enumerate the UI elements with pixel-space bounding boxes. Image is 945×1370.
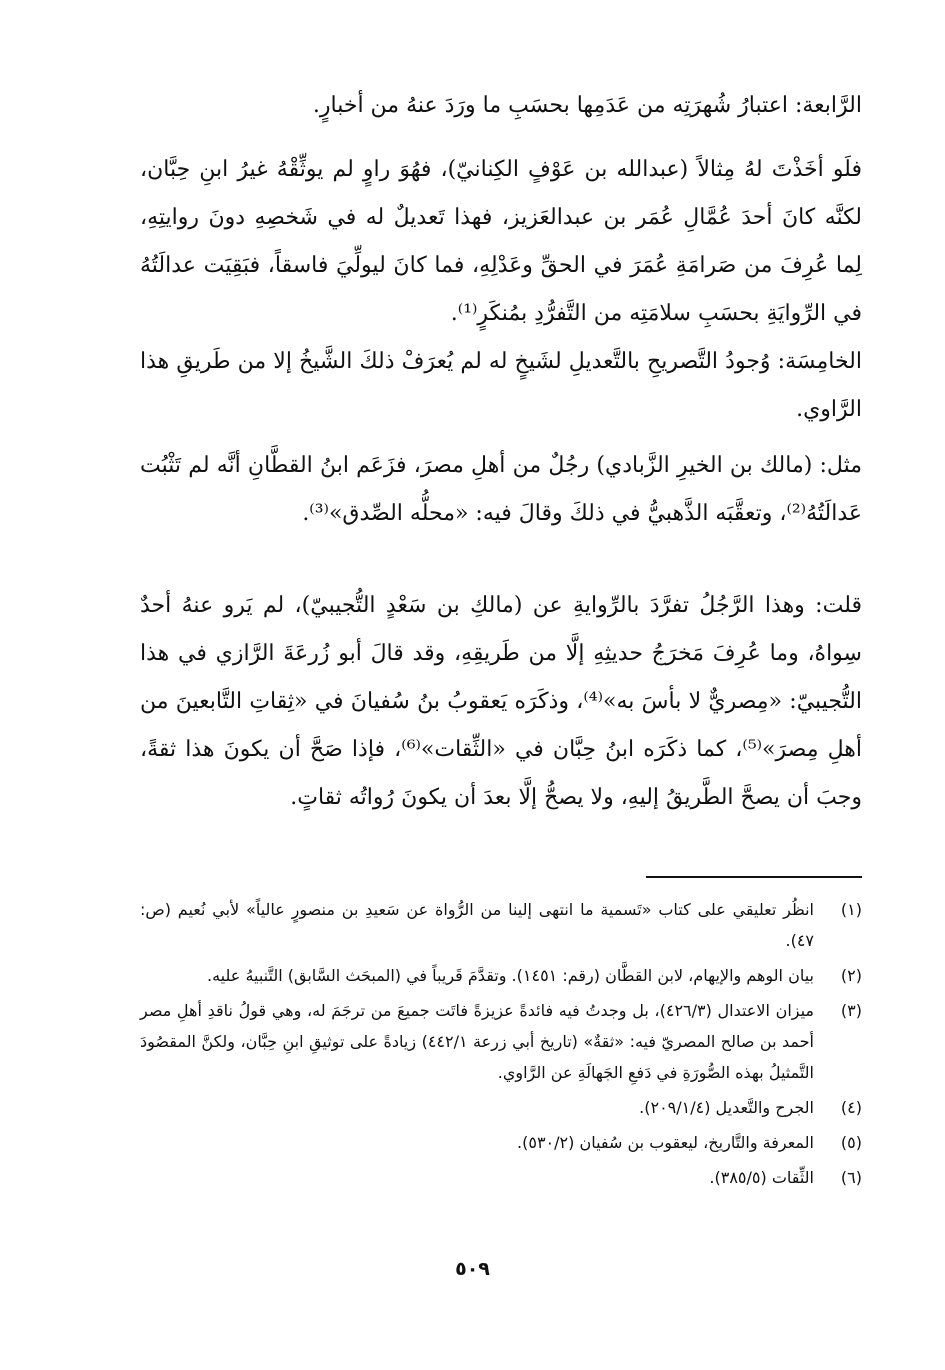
footnote-text: المعرفة والتَّاريخ، ليعقوب بن سُفيان (٥٣٠/٢). — [517, 1133, 814, 1152]
footnotes — [140, 894, 862, 1197]
paragraph-example-malik: مثل: (مالك بن الخيرِ الزَّبادي) رجُلٌ من أهلِ مصرَ، فزَعَم ابنُ القطَّانِ أنَّه لم تَثْبُت عَدالَتُهُ⁽²⁾، وتعقَّبَه الذَّهبيُّ في ذلكَ وقالَ فيه: «محلُّه الصِّدق»⁽³⁾. — [140, 453, 862, 526]
footnote-number: (٦) — [840, 1168, 862, 1187]
footnote-item — [140, 960, 862, 991]
footnote-text: انظُر تعليقي على كتاب «تَسمية ما انتهى إلينا من الرُّواة عن سَعيدِ بن منصورٍ عالياً» لأبي نُعيم (ص: ٤٧). — [140, 900, 814, 950]
page-number: ٥٠٩ — [455, 1258, 490, 1280]
footnote-text: الثِّقات (٣٨٥/٥). — [709, 1168, 814, 1187]
footnote-divider — [646, 876, 862, 878]
footnote-text: الجرح والتَّعديل (٢٠٩/١/٤). — [639, 1098, 814, 1117]
paragraph-comment: قلت: وهذا الرَّجُلُ تفرَّدَ بالرِّوايةِ عن (مالكِ بن سَعْدٍ التُّجيبيّ)، لم يَرو عنهُ أحدٌ سِواهُ، وما عُرِفَ مَخرَجُ حديثِهِ إلَّا من طَريقِهِ، وقد قالَ أبو زُرعَةَ الرَّازي في هذا التُّجيبيّ: «مِصريٌّ لا بأسَ به»⁽⁴⁾، وذكَرَه يَعقوبُ بنُ سُفيانَ في «ثِقاتِ التَّابعينَ من أهلِ مِصرَ»⁽⁵⁾، كما ذكَرَه ابنُ حِبَّان في «الثِّقات»⁽⁶⁾، فإذا صَحَّ أن يكونَ هذا ثقةً، وجبَ أن يصحَّ الطَّريقُ إليهِ، ولا يصحُّ إلَّا بعدَ أن يكونَ رُواتُه ثقاتٍ. — [140, 593, 862, 810]
footnote-number: (٤) — [840, 1098, 862, 1117]
footnote-item — [140, 995, 862, 1088]
footnote-item — [140, 894, 862, 956]
footnote-item — [140, 1127, 862, 1158]
footnote-number: (٥) — [840, 1133, 862, 1152]
footnote-text: ميزان الاعتدال (٤٢٦/٣)، بل وجدتُ فيه فائدةً عزيزةً فاتَت جميعَ من ترجَمَ له، وهي قولُ ناقدِ أهلِ مصر أحمد بن صالح المصريّ فيه: «ثقةٌ» (تاريخ أبي زرعة ٤٤٢/١) زيادةً على توثيقِ ابنِ حِبَّان، ولكنَّ المقصُودَ التَّمثيلُ بهذه الصُّورَةِ في دَفعِ الجَهالَةِ عن الرَّاوي. — [140, 1001, 815, 1082]
footnote-item — [140, 1092, 862, 1123]
paragraph-fifth-criterion: الخامِسَة: وُجودُ التَّصريحِ بالتَّعديلِ لشَيخٍ له لم يُعرَفْ ذلكَ الشَّيخُ إلا من طَريقِ هذا الرَّاوي. — [140, 349, 862, 422]
paragraph-example-abdullah: فلَو أخَذْتَ لهُ مِثالاً (عبدالله بن عَوْفٍ الكِنانيّ)، فهُوَ راوٍ لم يوثِّقْهُ غيرُ ابنِ حِبَّان، لكنَّه كانَ أحدَ عُمَّالِ عُمَر بن عبدالعَزيز، فهذا تَعديلٌ له في شَخصِهِ دونَ روايتِهِ، لِما عُرِفَ من صَرامَةِ عُمَرَ في الحقِّ وعَدْلِهِ، فما كانَ ليولِّيَ فاسقاً، فبَقِيَت عدالَتُهُ في الرِّوايَةِ بحسَبِ سلامَتِه من التَّفرُّدِ بمُنكَرٍ⁽¹⁾. — [140, 157, 862, 326]
paragraph-fourth-criterion: الرَّابعة: اعتبارُ شُهرَتِه من عَدَمِها بحسَبِ ما ورَدَ عنهُ من أخبارٍ. — [312, 93, 862, 118]
footnote-number: (٢) — [840, 966, 862, 985]
footnote-text: بيان الوهم والإيهام، لابن القطَّان (رقم: ١٤٥١). وتقدَّمَ قَريباً في (المبحَث السَّابق) التَّنبيهُ عليه. — [207, 966, 814, 985]
footnote-number: (١) — [840, 900, 862, 919]
footnote-number: (٣) — [840, 1001, 862, 1020]
footnote-item — [140, 1162, 862, 1193]
